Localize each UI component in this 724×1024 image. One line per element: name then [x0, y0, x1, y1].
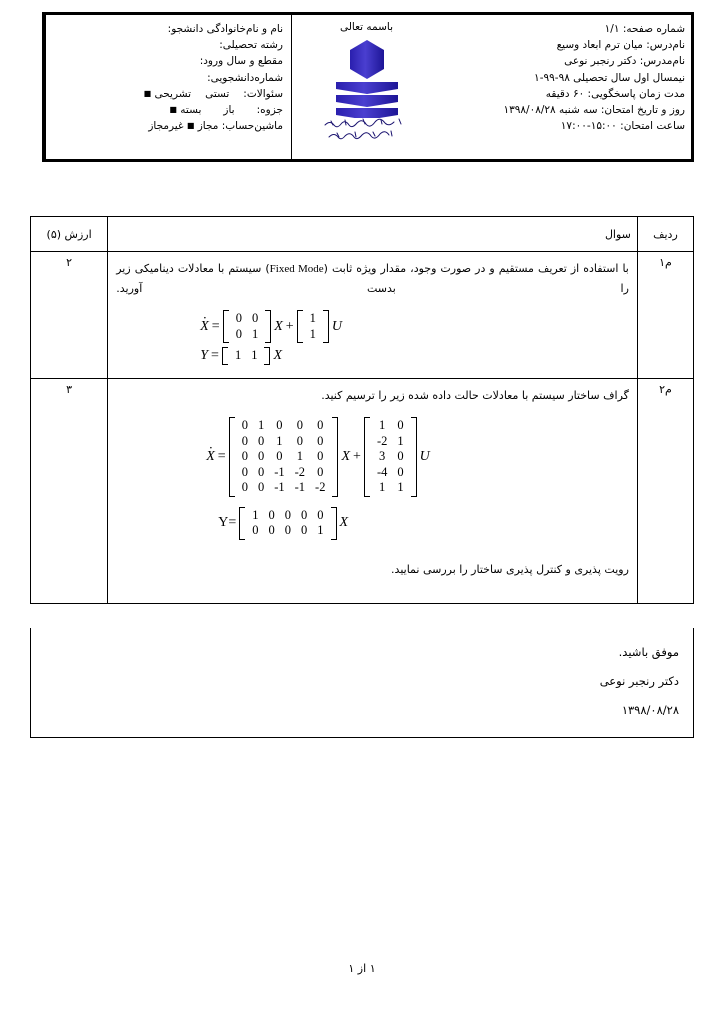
course-name-field: نام‌درس: میان ترم ابعاد وسیع [556, 39, 685, 52]
cell: 0 [268, 507, 275, 522]
matrix-A-cells [235, 417, 333, 497]
question-2-output-equation [218, 506, 631, 541]
state-vector-X: X [341, 448, 351, 464]
cell: 0 [257, 449, 265, 463]
question-2-text: گراف ساختار سیستم با معادلات حالت داده شده زیر را ترسیم کنید. [321, 389, 629, 402]
semester-field: نیمسال اول سال تحصیلی ۹۸-۹۹-۱ [534, 71, 685, 84]
question-1-content [108, 252, 638, 379]
cell: 1 [252, 507, 259, 522]
cell: 0 [296, 433, 303, 448]
matrix-C [222, 346, 271, 366]
signature-instructor: دکتر رنجبر نوعی [599, 674, 679, 688]
basmala-text: باسمه تعالی [339, 21, 394, 33]
question-1-equations [114, 309, 631, 366]
calculator-option-not-allowed: غیرمجاز [148, 120, 184, 133]
cell: 0 [257, 480, 265, 494]
question-2-value: ۳ [31, 379, 108, 604]
cell: 0 [251, 311, 259, 325]
cell: 0 [317, 507, 324, 522]
equals-sign: = [211, 347, 219, 363]
question-1-state-equation [200, 309, 631, 344]
cell: -2 [294, 464, 306, 479]
good-luck-text: موفق باشید. [618, 645, 679, 659]
plus-sign: + [285, 318, 294, 334]
bracket-right [411, 417, 417, 497]
signature-date: ۱۳۹۸/۰۸/۲۸ [621, 703, 679, 717]
question-2-content [108, 379, 638, 604]
cell: 0 [284, 523, 291, 537]
cell: -2 [315, 480, 326, 494]
cell: 1 [257, 418, 265, 432]
notes-option-open: باز [223, 104, 235, 117]
matrix-B-cells [370, 417, 411, 497]
input-vector-U: U [331, 318, 343, 334]
matrix-C-cells [245, 507, 330, 540]
state-vector-X: X [339, 515, 349, 530]
x-dot-symbol: ∙ X [206, 449, 215, 465]
notes-option-closed: بسته [180, 104, 202, 117]
emblem-wrap [294, 36, 439, 142]
exam-time-field: ساعت امتحان: ۱۵:۰۰-۱۷:۰۰ [560, 120, 685, 133]
question-1-value: ۲ [31, 252, 108, 379]
question-2-number: م۲ [637, 379, 693, 604]
matrix-B-cells [303, 310, 323, 343]
header-course-info [441, 15, 691, 159]
matrix-C-cells [228, 347, 265, 365]
bracket-right [323, 310, 329, 343]
notes-label: جزوه: [256, 104, 283, 117]
university-emblem-icon [328, 36, 406, 118]
input-vector-U: U [419, 448, 430, 464]
cell: -2 [376, 433, 388, 448]
cell: 1 [234, 348, 242, 362]
column-header-value: ارزش (۵) [31, 217, 108, 252]
field-student-name [52, 21, 283, 37]
bracket-right [265, 310, 271, 343]
cell: 0 [296, 418, 303, 432]
equals-sign: = [217, 448, 226, 464]
cell: 0 [235, 311, 242, 325]
notes-checkbox-marker[interactable]: ■ [169, 105, 177, 115]
cell: 1 [251, 326, 259, 341]
matrix-B [297, 309, 329, 344]
question-1-text [114, 256, 631, 299]
university-name-script-icon [319, 116, 415, 142]
cell: 0 [317, 418, 324, 432]
cell: 0 [284, 507, 291, 522]
header-logo-area [291, 15, 441, 159]
column-header-row: ردیف [637, 217, 693, 252]
calculator-checkbox-marker[interactable]: ■ [186, 121, 195, 131]
cell: 0 [241, 449, 248, 463]
header-student-info [45, 15, 291, 159]
cell: 0 [252, 523, 259, 537]
questions-option-descriptive: تشریحی [154, 87, 192, 100]
matrix-A-cells [229, 310, 266, 343]
table-row [31, 252, 694, 379]
questions-option-multiple-choice: تستی [205, 87, 230, 100]
cell: 0 [235, 326, 242, 341]
question-1-number: م۱ [637, 252, 693, 379]
cell: 0 [257, 433, 265, 448]
bracket-right [264, 347, 270, 365]
cell: 0 [268, 523, 275, 537]
table-header-row [31, 217, 694, 252]
question-1-text-part-b: ) سیستم با معادلات دینامیکی زیر را بدست آورید. [116, 262, 629, 295]
cell: 1 [317, 523, 324, 537]
cell: 0 [397, 418, 404, 432]
cell: 0 [397, 464, 404, 479]
cell: 1 [296, 449, 303, 463]
field-notes-allowed [52, 102, 283, 118]
cell: 1 [397, 433, 404, 448]
cell: 0 [301, 507, 308, 522]
cell: 0 [241, 433, 248, 448]
cell: 0 [276, 418, 283, 432]
field-calculator [52, 118, 283, 134]
matrix-A [223, 309, 272, 344]
closing-note-box [30, 628, 694, 738]
question-1-output-equation [200, 346, 631, 366]
matrix-A [229, 416, 339, 498]
bracket-right [332, 417, 338, 497]
cell: 1 [276, 433, 283, 448]
exam-header-box [42, 12, 694, 162]
cell: 0 [241, 418, 248, 432]
x-dot-symbol: ∙ X [200, 319, 209, 335]
cell: 1 [379, 480, 386, 494]
cell: 0 [317, 433, 324, 448]
cell: -1 [294, 480, 306, 494]
cell: 0 [241, 480, 248, 494]
exam-date-field: روز و تاریخ امتحان: سه شنبه ۱۳۹۸/۰۸/۲۸ [503, 104, 685, 117]
cell: 0 [241, 464, 248, 479]
cell: -1 [274, 480, 285, 494]
question-2-text-second: رویت پذیری و کنترل پذیری ساختار را بررسی نمایید. [391, 562, 629, 576]
instructor-name-field: نام‌مدرس: دکتر رنجبر نوعی [564, 55, 685, 68]
calculator-option-allowed: مجاز [197, 120, 219, 133]
duration-field: مدت زمان پاسخگویی: ۶۰ دقیقه [545, 87, 685, 100]
question-2-equations [114, 416, 631, 541]
matrix-C [239, 506, 336, 541]
question-1-term-fixed-mode: Fixed Mode [269, 263, 324, 275]
cell: -4 [376, 464, 388, 479]
questions-table [30, 216, 694, 604]
table-row [31, 379, 694, 604]
cell: 1 [251, 348, 258, 362]
bracket-right [331, 507, 337, 540]
page-number-field: شماره صفحه: ۱/۱ [604, 23, 685, 35]
cell: 0 [276, 449, 283, 463]
field-study-field [52, 37, 283, 53]
calculator-label: ماشین‌حساب: [221, 120, 283, 133]
cell: 1 [309, 311, 316, 325]
field-level-year [52, 53, 283, 69]
plus-sign: + [353, 448, 361, 464]
page-footer-number: ۱ از ۱ [348, 962, 376, 975]
cell: 1 [379, 418, 386, 432]
cell: 3 [379, 449, 386, 463]
cell: 1 [309, 326, 316, 341]
cell: 0 [317, 464, 324, 479]
cell: 0 [257, 464, 265, 479]
output-Y: Y [200, 347, 209, 363]
field-student-number [52, 70, 283, 86]
cell: 0 [301, 523, 308, 537]
output-Y: Y= [218, 515, 237, 530]
questions-label: سئوالات: [243, 87, 283, 100]
student-number-label: شماره‌دانشجویی: [207, 71, 283, 84]
equals-sign: = [211, 318, 220, 334]
questions-checkbox-marker[interactable]: ■ [143, 88, 152, 98]
cell: 1 [397, 480, 404, 494]
cell: -1 [274, 464, 285, 479]
cell: 0 [397, 449, 404, 463]
column-header-question: سوال [108, 217, 638, 252]
matrix-B [364, 416, 417, 498]
state-vector-X: X [273, 347, 282, 363]
student-name-label: نام و نام‌خانوادگی دانشجو: [167, 23, 283, 35]
question-1-text-part-a: با استفاده از تعریف مستقیم و در صورت وجود، مقدار ویژه ثابت ( [323, 262, 629, 275]
state-vector-X: X [274, 318, 283, 334]
cell: 0 [317, 449, 324, 463]
level-year-label: مقطع و سال ورود: [199, 55, 283, 68]
field-question-type [52, 86, 283, 102]
field-of-study-label: رشته تحصیلی: [219, 39, 283, 52]
question-2-state-equation [206, 416, 631, 498]
